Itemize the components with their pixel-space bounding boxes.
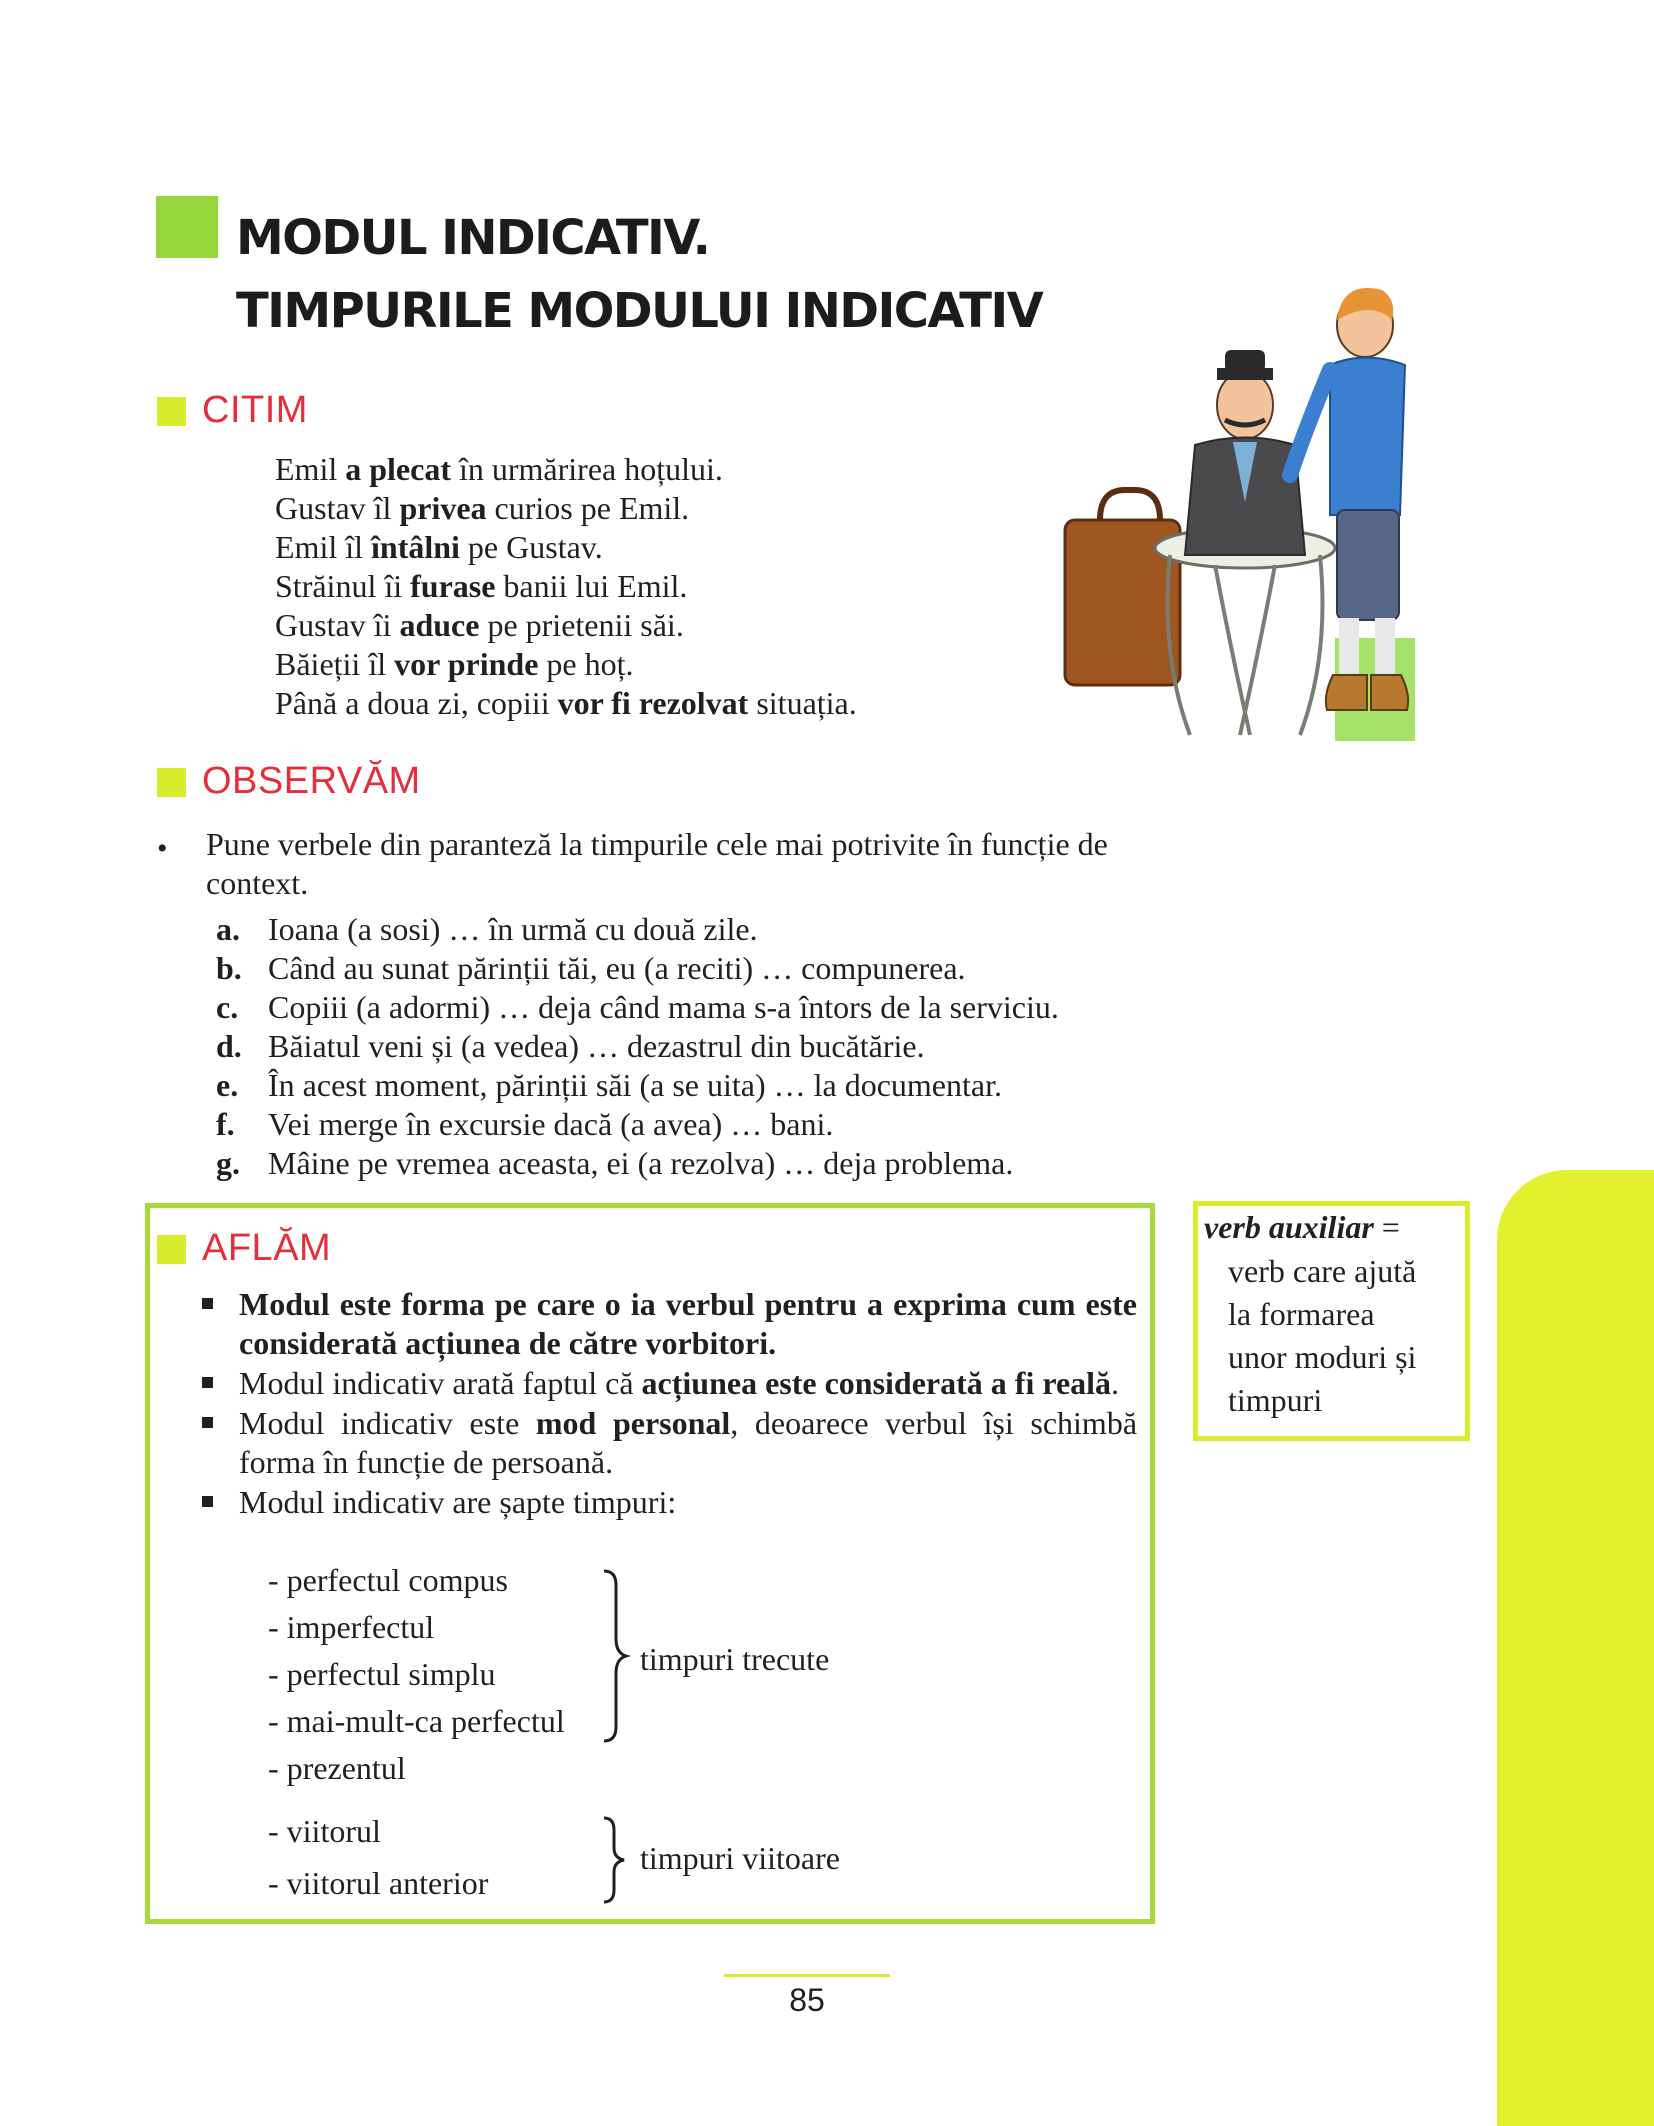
reading-passage bbox=[275, 450, 857, 723]
exercise-item bbox=[216, 910, 1059, 949]
observam-marker bbox=[157, 768, 186, 797]
future-tenses-brace bbox=[600, 1815, 630, 1905]
highlighted-verb: privea bbox=[399, 490, 487, 526]
aflam-points bbox=[202, 1285, 1137, 1523]
page-number: 85 bbox=[789, 1982, 825, 2018]
illustration-boy-and-man bbox=[1055, 280, 1455, 760]
past-tenses-brace bbox=[600, 1568, 630, 1744]
square-bullet bbox=[202, 1377, 213, 1388]
reading-text: pe prietenii săi. bbox=[479, 607, 684, 643]
exercise-item bbox=[216, 1144, 1059, 1183]
exercise-item bbox=[216, 1105, 1059, 1144]
rule-point bbox=[202, 1404, 1137, 1482]
rule-text-bold: mod personal bbox=[535, 1405, 731, 1441]
reading-line bbox=[275, 489, 857, 528]
highlighted-verb: vor prinde bbox=[394, 646, 539, 682]
item-letter: e. bbox=[216, 1067, 239, 1103]
highlighted-verb: furase bbox=[410, 568, 496, 604]
reading-text: pe Gustav. bbox=[459, 529, 603, 565]
reading-text: Gustav îl bbox=[275, 490, 400, 526]
item-letter: c. bbox=[216, 989, 239, 1025]
item-text: Vei merge în excursie dacă (a avea) … bani. bbox=[268, 1106, 834, 1142]
rule-text-bold: Modul este forma pe care o ia verbul pentru a exprima cum este considerată acțiunea de către vorbitori. bbox=[239, 1286, 1137, 1361]
rule-text-bold: acțiunea este considerată a fi reală bbox=[641, 1365, 1112, 1401]
highlighted-verb: întâlni bbox=[371, 529, 460, 565]
exercise-instruction: Pune verbele din paranteză la timpurile cele mai potrivite în funcție de context. bbox=[206, 826, 1108, 901]
page-number-rule bbox=[724, 1974, 890, 1977]
item-letter: a. bbox=[216, 911, 240, 947]
exercise-item bbox=[216, 949, 1059, 988]
item-text: Când au sunat părinții tăi, eu (a reciti) … compunerea. bbox=[268, 950, 966, 986]
item-text: Ioana (a sosi) … în urmă cu două zile. bbox=[268, 911, 758, 947]
highlighted-verb: aduce bbox=[399, 607, 480, 643]
reading-text: banii lui Emil. bbox=[495, 568, 688, 604]
reading-text: Până a doua zi, copiii bbox=[275, 685, 558, 721]
rule-text-part: , deoarece verbul își schimbă forma în funcție de persoană. bbox=[239, 1405, 1138, 1480]
reading-text: Străinul îi bbox=[275, 568, 411, 604]
aflam-heading: AFLĂM bbox=[202, 1227, 332, 1269]
man-head-shape bbox=[1217, 371, 1273, 439]
tense-item: - mai-mult-ca perfectul bbox=[268, 1703, 565, 1739]
unit-side-tab-text bbox=[1497, 1170, 1557, 2126]
reading-line bbox=[275, 606, 857, 645]
item-text: Copiii (a adormi) … deja când mama s-a întors de la serviciu. bbox=[268, 989, 1059, 1025]
exercise-item bbox=[216, 988, 1059, 1027]
rule-text bbox=[239, 1285, 1137, 1363]
reading-line bbox=[275, 528, 857, 567]
page-title-line1: MODUL INDICATIV. bbox=[236, 210, 710, 266]
reading-text: în urmărirea hoțului. bbox=[450, 451, 723, 487]
rule-text-part: Modul indicativ are șapte timpuri: bbox=[239, 1484, 677, 1520]
reading-text: pe hoț. bbox=[538, 646, 634, 682]
past-tenses-label: timpuri trecute bbox=[640, 1641, 830, 1677]
tense-item: - imperfectul bbox=[268, 1609, 435, 1645]
glossary-definition: verb care ajută la formarea unor moduri și timpuri bbox=[1228, 1253, 1417, 1418]
boy-trousers-shape bbox=[1337, 510, 1399, 620]
tense-item: - viitorul bbox=[268, 1813, 381, 1849]
tense-item: - viitorul anterior bbox=[268, 1865, 489, 1901]
tense-item: - prezentul bbox=[268, 1750, 406, 1786]
observam-heading: OBSERVĂM bbox=[202, 760, 421, 802]
reading-text: Emil îl bbox=[275, 529, 371, 565]
exercise-item bbox=[216, 1066, 1059, 1105]
item-text: Băiatul veni și (a vedea) … dezastrul din bucătărie. bbox=[268, 1028, 925, 1064]
rule-point bbox=[202, 1285, 1137, 1363]
rule-text-part: Modul indicativ arată faptul că bbox=[239, 1365, 642, 1401]
bullet-mark: • bbox=[157, 832, 168, 865]
reading-text: Gustav îi bbox=[275, 607, 400, 643]
reading-text: situația. bbox=[748, 685, 857, 721]
exercise-item bbox=[216, 1027, 1059, 1066]
item-text: În acest moment, părinții săi (a se uita) … la documentar. bbox=[268, 1067, 1002, 1103]
glossary-term: verb auxiliar = bbox=[1204, 1209, 1400, 1245]
tense-item: - perfectul simplu bbox=[268, 1656, 496, 1692]
future-tenses-label: timpuri viitoare bbox=[640, 1840, 840, 1876]
rule-text-part: Modul indicativ este bbox=[239, 1405, 536, 1441]
square-bullet bbox=[202, 1298, 213, 1309]
rule-point bbox=[202, 1483, 1137, 1522]
page-title-line2: TIMPURILE MODULUI INDICATIV bbox=[236, 283, 1043, 339]
boy-boots-shape bbox=[1326, 675, 1408, 710]
item-letter: g. bbox=[216, 1145, 240, 1181]
reading-line bbox=[275, 645, 857, 684]
reading-text: curios pe Emil. bbox=[486, 490, 690, 526]
square-bullet bbox=[202, 1417, 213, 1428]
square-bullet bbox=[202, 1496, 213, 1507]
rule-text-part: . bbox=[1111, 1365, 1120, 1401]
highlighted-verb: vor fi rezolvat bbox=[557, 685, 749, 721]
reading-text: Emil bbox=[275, 451, 346, 487]
reading-line bbox=[275, 450, 857, 489]
item-text: Mâine pe vremea aceasta, ei (a rezolva) … deja problema. bbox=[268, 1145, 1014, 1181]
exercise-items bbox=[216, 910, 1059, 1183]
reading-line bbox=[275, 684, 857, 723]
citim-heading: CITIM bbox=[202, 389, 308, 431]
rule-text bbox=[239, 1404, 1137, 1482]
aflam-marker bbox=[157, 1235, 186, 1264]
citim-marker bbox=[157, 397, 186, 426]
rule-point bbox=[202, 1364, 1137, 1403]
reading-text: Băieții îl bbox=[275, 646, 395, 682]
item-letter: d. bbox=[216, 1028, 242, 1064]
boy-jacket-shape bbox=[1330, 358, 1405, 516]
rule-text bbox=[239, 1483, 1137, 1522]
item-letter: b. bbox=[216, 950, 242, 986]
tense-item: - perfectul compus bbox=[268, 1562, 508, 1598]
rule-text bbox=[239, 1364, 1137, 1403]
item-letter: f. bbox=[216, 1106, 235, 1142]
man-hat-shape bbox=[1225, 350, 1265, 372]
title-marker bbox=[156, 196, 218, 258]
highlighted-verb: a plecat bbox=[345, 451, 451, 487]
reading-line bbox=[275, 567, 857, 606]
